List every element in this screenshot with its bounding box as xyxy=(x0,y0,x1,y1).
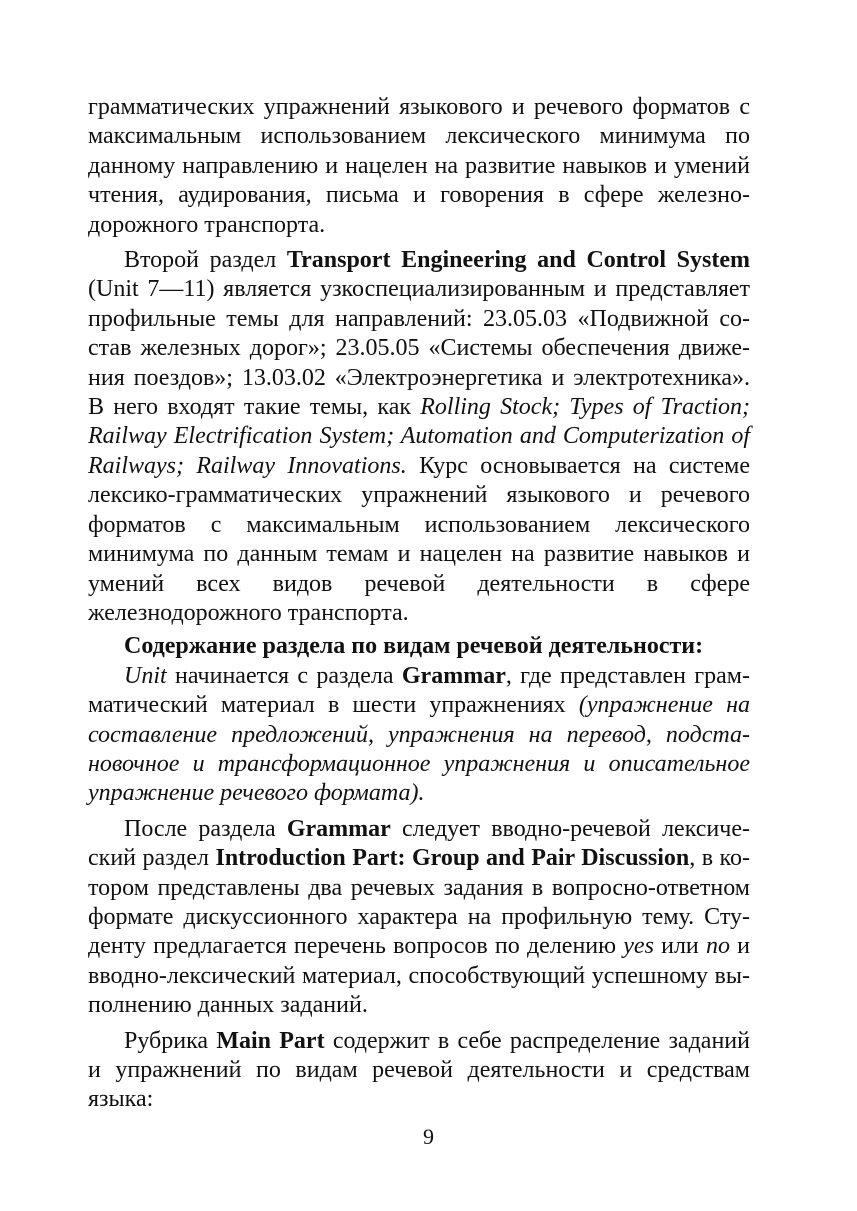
paragraph-3-text-2: , где представлен грамматический материал в шести упражнениях xyxy=(88,662,750,719)
exercise-types: (упражнение на составление предложений, упражнения на перевод, подстановочное и трансформационное упражнения и описательное упражнение речевого формата). xyxy=(88,692,750,807)
paragraph-5 xyxy=(88,1027,750,1115)
paragraph-2 xyxy=(88,246,750,628)
grammar-term: Grammar xyxy=(401,662,506,689)
paragraph-4-text-3: , в котором представлены два речевых задания в вопросно-ответном формате дискуссионного характера на профильную тему. Студенту предлагается перечень вопросов по делению xyxy=(88,845,750,960)
page-number: 9 xyxy=(423,1124,434,1149)
paragraph-2-text-2: (Unit 7—11) является узкоспециализированным и представляет профильные темы для направлений: 23.05.03 «Подвижной состав железных дорог»; 23.05.05 «Системы обеспечения движения поездов»; 13.03.02 «Электроэнергетика и электротехника». В него входят такие темы, как xyxy=(88,276,750,421)
paragraph-2-text-3: Курс основывается на системе лексико-грамматических упражнений языкового и речевого форматов с максимальным использованием лексического минимума по данным темам и нацелен на развитие навыков и умений всех видов речевой деятельности в сфере железнодорожного транспорта. xyxy=(88,452,750,626)
introduction-part-term: Introduction Part: Group and Pair Discussion xyxy=(215,845,690,872)
paragraph-1: грамматических упражнений языкового и речевого форматов с максимальным использованием лексического минимума по данному направлению и нацелен на развитие навыков и умений чтения, аудирования, письма и говорения в сфере железнодорожного транспорта. xyxy=(88,94,750,238)
unit-word: Unit xyxy=(124,662,167,689)
no-word: no xyxy=(705,933,730,960)
grammar-term-2: Grammar xyxy=(286,815,391,842)
section-title-transport-engineering: Transport Engineering and Control System xyxy=(286,247,751,274)
yes-word: yes xyxy=(623,933,654,960)
page-body xyxy=(88,93,750,1115)
paragraph-3 xyxy=(88,662,750,809)
paragraph-2-text-1: Второй раздел xyxy=(124,247,287,274)
paragraph-5-text-1: Рубрика xyxy=(124,1027,217,1054)
paragraph-4-text-2: следует вводно-речевой лексический раздел xyxy=(88,815,750,872)
topics-list: Rolling Stock; Types of Traction; Railway Electrification System; Automation and Computerization of Railways; Railway Innovations. xyxy=(88,394,750,479)
paragraph-4-text-5: и вводно-лексический материал, способствующий успешному выполнению данных заданий. xyxy=(88,933,750,1019)
paragraph-4 xyxy=(88,815,750,1021)
paragraph-4-text-1: После раздела xyxy=(124,815,287,842)
paragraph-5-text-2: содержит в себе распределение заданий и упражнений по видам речевой деятельности и средствам языка: xyxy=(88,1027,750,1113)
paragraph-4-text-4: или xyxy=(653,933,706,960)
main-part-term: Main Part xyxy=(216,1027,325,1054)
section-heading: Содержание раздела по видам речевой деятельности: xyxy=(124,633,704,660)
paragraph-3-text-1: начинается с раздела xyxy=(166,662,402,689)
